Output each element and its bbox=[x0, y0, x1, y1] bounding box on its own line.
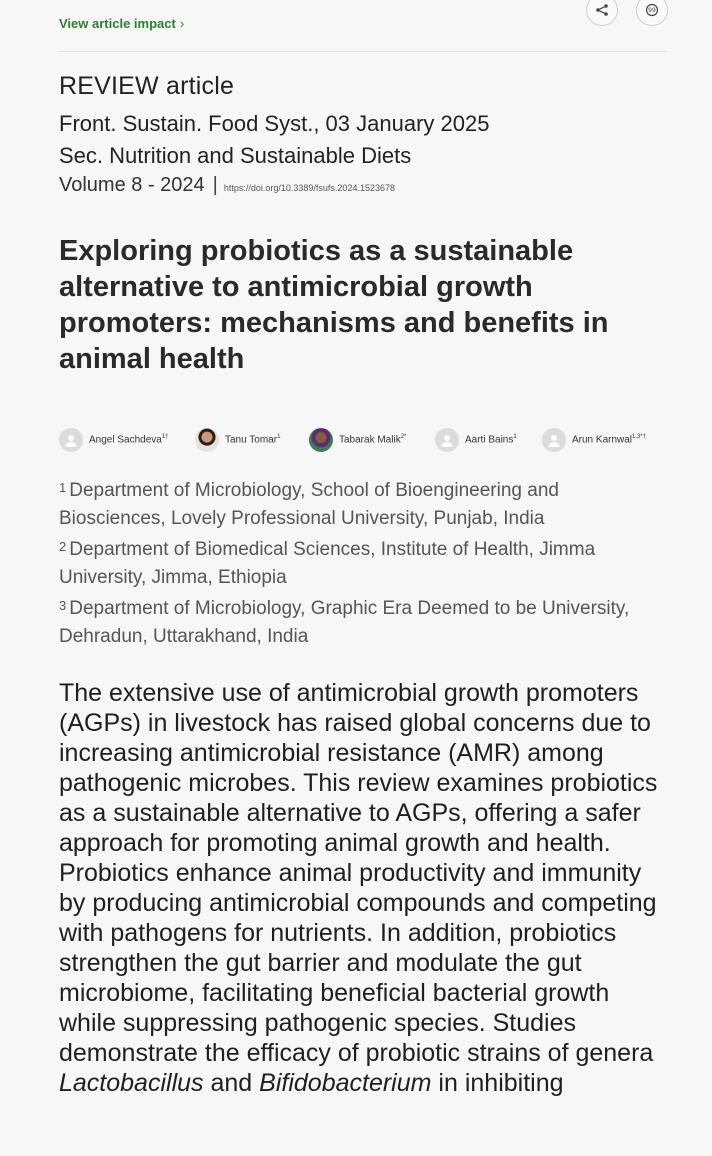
avatar bbox=[59, 428, 83, 452]
volume: Volume 8 - 2024 bbox=[59, 174, 205, 196]
author-item[interactable] bbox=[309, 426, 406, 454]
author-item[interactable] bbox=[542, 426, 646, 454]
avatar bbox=[435, 428, 459, 452]
avatar bbox=[309, 428, 333, 452]
avatar bbox=[195, 428, 219, 452]
user-icon bbox=[439, 432, 455, 448]
user-icon bbox=[546, 432, 562, 448]
svg-text:99: 99 bbox=[648, 7, 656, 15]
avatar bbox=[542, 428, 566, 452]
cite-button[interactable] bbox=[636, 0, 668, 26]
affiliations bbox=[59, 474, 669, 651]
user-icon bbox=[63, 432, 79, 448]
journal-citation: Front. Sustain. Food Syst., 03 January 2025 bbox=[59, 111, 490, 136]
volume-row bbox=[59, 174, 395, 197]
genus-name: Bifidobacterium bbox=[259, 1069, 432, 1097]
view-article-impact-link[interactable] bbox=[59, 16, 184, 31]
author-name: Tanu Tomar$^1$ bbox=[225, 434, 281, 446]
impact-link-label: View article impact bbox=[59, 16, 176, 31]
separator: | bbox=[212, 174, 218, 196]
abstract-text: in inhibiting bbox=[438, 1069, 564, 1097]
cite-icon bbox=[645, 3, 659, 17]
chevron-right-icon: › bbox=[179, 16, 185, 31]
affiliation: $^2$ Department of Biomedical Sciences, Institute of Health, Jimma University, Jimma, Ethiopia bbox=[59, 539, 596, 588]
author-name: Angel Sachdeva$^{1\dagger}$ bbox=[89, 434, 169, 446]
abstract-text: and bbox=[210, 1069, 253, 1097]
genus-name: Lactobacillus bbox=[59, 1069, 204, 1097]
abstract bbox=[59, 678, 671, 1098]
share-icon bbox=[595, 3, 609, 17]
affiliation: $^3$ Department of Microbiology, Graphic Era Deemed to be University, Dehradun, Uttarakhand, India bbox=[59, 598, 630, 647]
journal-section: Sec. Nutrition and Sustainable Diets bbox=[59, 143, 412, 168]
article-type: REVIEW article bbox=[59, 72, 235, 100]
author-name: Tabarak Malik$^{2*}$ bbox=[339, 434, 407, 446]
article-toolbar bbox=[0, 0, 712, 52]
author-name: Arun Karnwal$^{1,3*\dagger}$ bbox=[572, 434, 647, 446]
author-item[interactable] bbox=[195, 426, 280, 454]
share-button[interactable] bbox=[586, 0, 618, 26]
author-list bbox=[59, 426, 679, 454]
author-name: Aarti Bains$^1$ bbox=[465, 434, 517, 446]
doi-link[interactable]: https://doi.org/10.3389/fsufs.2024.1523678 bbox=[223, 183, 395, 193]
author-item[interactable] bbox=[435, 426, 517, 454]
article-title: Exploring probiotics as a sustainable alternative to antimicrobial growth promoters: mechanisms and benefits in animal health bbox=[59, 235, 609, 375]
author-item[interactable] bbox=[59, 426, 169, 454]
header-divider bbox=[59, 51, 667, 52]
abstract-text: The extensive use of antimicrobial growth promoters (AGPs) in livestock has raised global concerns due to increasing antimicrobial resistance (AMR) among pathogenic microbes. This review examines probiotics as a sustainable alternative to AGPs, offering a safer approach for promoting animal growth and health. Probiotics enhance animal productivity and immunity by producing antimicrobial compounds and competing with pathogens for nutrients. In addition, probiotics strengthen the gut barrier and modulate the gut microbiome, facilitating beneficial bacterial growth while suppressing pathogenic species. Studies demonstrate the efficacy of probiotic strains of genera bbox=[59, 679, 658, 1067]
affiliation: $^1$ Department of Microbiology, School of Bioengineering and Biosciences, Lovely Professional University, Punjab, India bbox=[59, 480, 559, 529]
